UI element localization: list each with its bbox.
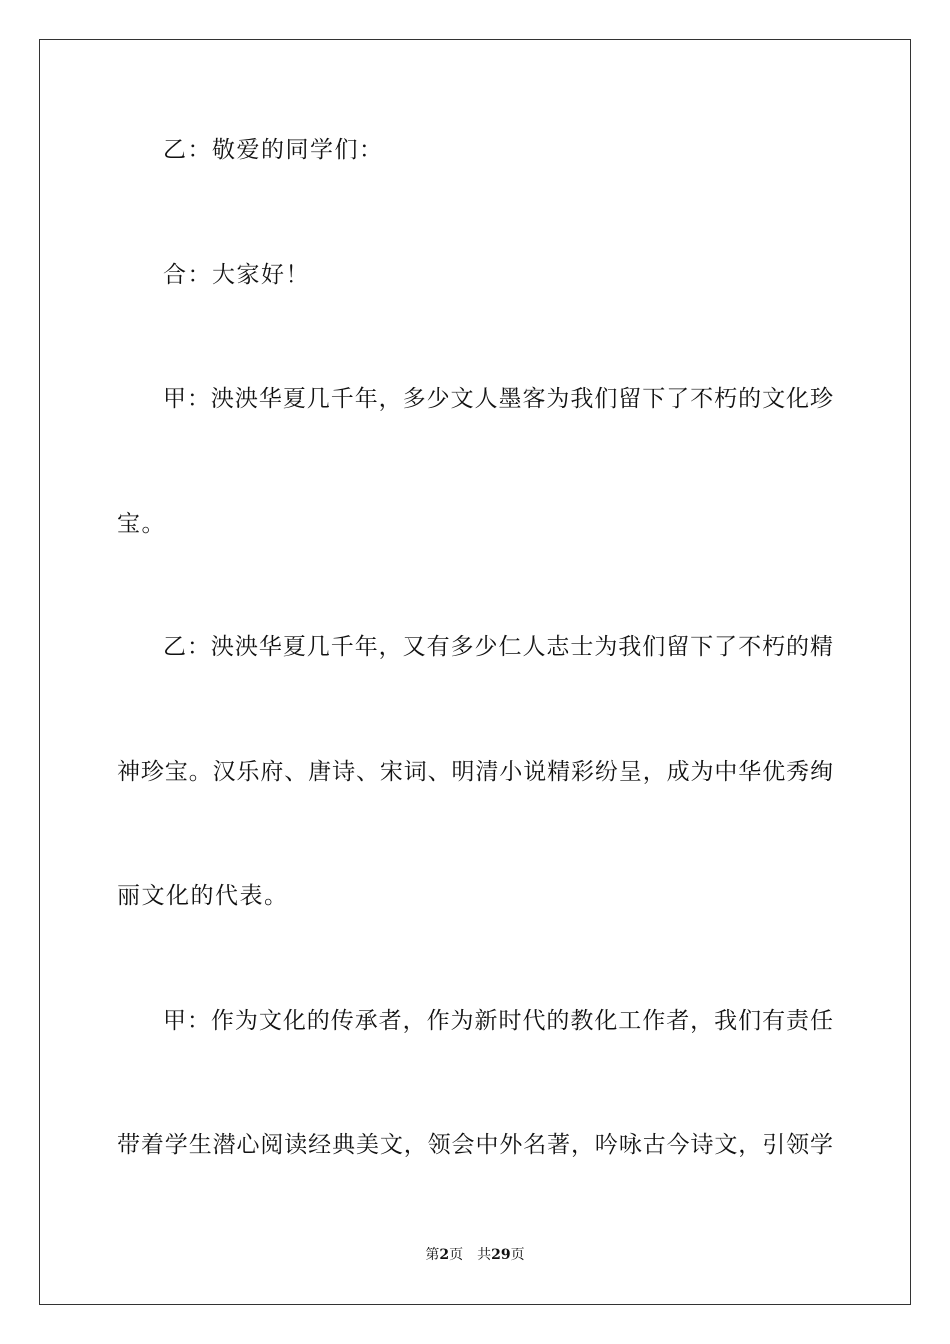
total-pages-number: 29 [491,1247,511,1263]
page-label-suffix: 页 [449,1247,464,1263]
current-page-number: 2 [439,1247,450,1263]
paragraph-line-4: 宝。 [117,511,166,537]
paragraph-line-7: 丽文化的代表。 [117,883,289,909]
paragraph-line-6: 神珍宝。汉乐府、唐诗、宋词、明清小说精彩纷呈，成为中华优秀绚 [117,759,833,785]
page-footer [0,1246,950,1264]
paragraph-line-1: 乙：敬爱的同学们： [163,137,384,163]
paragraph-line-8: 甲：作为文化的传承者，作为新时代的教化工作者，我们有责任 [163,1008,833,1034]
total-label-suffix: 页 [510,1247,525,1263]
paragraph-line-3: 甲：泱泱华夏几千年，多少文人墨客为我们留下了不朽的文化珍 [163,386,833,412]
paragraph-line-9: 带着学生潜心阅读经典美文，领会中外名著，吟咏古今诗文，引领学 [117,1132,833,1158]
paragraph-line-2: 合：大家好！ [163,262,310,288]
page-frame [39,39,911,1305]
total-label-prefix: 共 [477,1247,492,1263]
paragraph-line-5: 乙：泱泱华夏几千年，又有多少仁人志士为我们留下了不朽的精 [163,634,833,660]
page-label-prefix: 第 [425,1247,440,1263]
